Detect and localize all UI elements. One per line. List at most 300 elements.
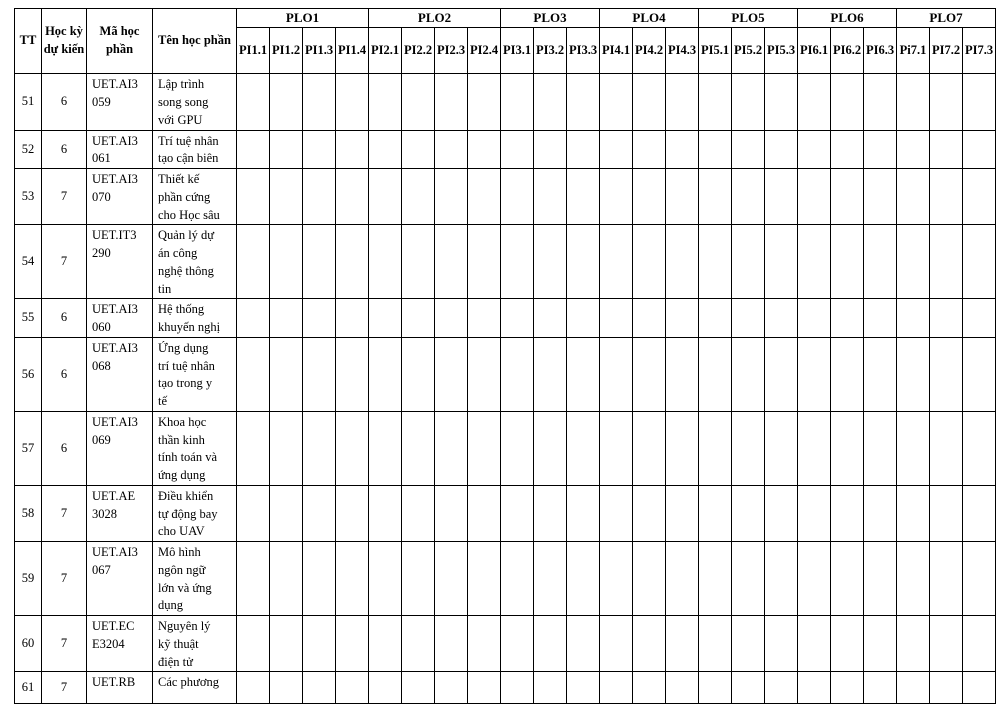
pi-cell xyxy=(600,411,633,485)
pi-cell xyxy=(336,672,369,704)
pi-cell xyxy=(336,169,369,225)
course-code-line: 290 xyxy=(92,246,111,261)
course-code-line: UET.AI3 xyxy=(92,172,138,187)
pi-cell xyxy=(567,299,600,338)
pi-cell xyxy=(765,616,798,672)
pi-cell xyxy=(963,411,996,485)
pi-cell xyxy=(600,485,633,541)
pi-cell xyxy=(270,411,303,485)
row-number: 55 xyxy=(15,299,42,338)
pi-cell xyxy=(501,337,534,411)
pi-cell xyxy=(699,616,732,672)
row-number: 56 xyxy=(15,337,42,411)
plo-group-header: PLO4 xyxy=(600,9,699,28)
pi-header xyxy=(270,28,303,74)
pi-cell xyxy=(732,169,765,225)
course-code-line: UET.AI3 xyxy=(92,133,138,148)
pi-cell xyxy=(633,74,666,130)
pi-cell xyxy=(336,299,369,338)
pi-cell xyxy=(369,411,402,485)
pi-cell xyxy=(798,74,831,130)
pi-cell xyxy=(237,616,270,672)
header-course-name: Tên học phần xyxy=(153,9,237,74)
pi-cell xyxy=(369,169,402,225)
pi-cell xyxy=(864,74,897,130)
semester-cell: 6 xyxy=(42,337,87,411)
table-row xyxy=(15,542,996,616)
pi-cell xyxy=(732,299,765,338)
pi-cell xyxy=(237,411,270,485)
pi-cell xyxy=(831,74,864,130)
course-name-cell xyxy=(153,169,237,225)
pi-header xyxy=(369,28,402,74)
pi-cell xyxy=(369,616,402,672)
pi-cell xyxy=(435,672,468,704)
pi-cell xyxy=(270,672,303,704)
course-name-line: với GPU xyxy=(158,112,203,127)
course-code-line: 068 xyxy=(92,358,111,373)
pi-cell xyxy=(435,299,468,338)
pi-cell xyxy=(699,542,732,616)
course-name-cell xyxy=(153,542,237,616)
semester-cell: 7 xyxy=(42,169,87,225)
pi-cell xyxy=(501,672,534,704)
pi-cell xyxy=(435,616,468,672)
semester-cell: 6 xyxy=(42,130,87,169)
pi-cell xyxy=(963,74,996,130)
pi-cell xyxy=(270,299,303,338)
course-code-line: 059 xyxy=(92,95,111,110)
pi-cell xyxy=(303,485,336,541)
pi-header-prefix: PI xyxy=(667,43,681,58)
pi-cell xyxy=(369,542,402,616)
pi-cell xyxy=(303,225,336,299)
pi-cell xyxy=(237,672,270,704)
pi-cell xyxy=(732,542,765,616)
pi-cell xyxy=(270,225,303,299)
pi-cell xyxy=(534,411,567,485)
pi-cell xyxy=(732,485,765,541)
pi-cell xyxy=(270,337,303,411)
row-number: 51 xyxy=(15,74,42,130)
pi-cell xyxy=(369,74,402,130)
pi-cell xyxy=(930,130,963,169)
pi-cell xyxy=(666,485,699,541)
pi-cell xyxy=(435,169,468,225)
course-code-cell xyxy=(87,616,153,672)
pi-cell xyxy=(600,299,633,338)
pi-cell xyxy=(666,169,699,225)
pi-header-number: 5.3 xyxy=(779,43,796,58)
course-name-line: cho UAV xyxy=(158,524,205,539)
pi-cell xyxy=(666,411,699,485)
plo-group-header: PLO5 xyxy=(699,9,798,28)
pi-cell xyxy=(633,225,666,299)
pi-header-number: 7.2 xyxy=(944,43,961,58)
pi-cell xyxy=(897,169,930,225)
course-code-line: UET.AI3 xyxy=(92,340,138,355)
course-name-line: tự động bay xyxy=(158,506,218,521)
header-semester: Học kỳ dự kiến xyxy=(42,9,87,74)
course-name-line: thần kinh xyxy=(158,432,205,447)
pi-cell xyxy=(732,411,765,485)
pi-cell xyxy=(930,411,963,485)
pi-cell xyxy=(270,542,303,616)
pi-cell xyxy=(666,299,699,338)
pi-cell xyxy=(303,74,336,130)
pi-header-prefix: PI xyxy=(337,43,351,58)
pi-header-prefix: PI xyxy=(304,43,318,58)
pi-cell xyxy=(567,74,600,130)
pi-cell xyxy=(765,130,798,169)
pi-cell xyxy=(600,74,633,130)
pi-cell xyxy=(765,542,798,616)
pi-cell xyxy=(369,485,402,541)
pi-cell xyxy=(897,225,930,299)
course-code-line: E3204 xyxy=(92,636,125,651)
pi-cell xyxy=(237,169,270,225)
row-number: 53 xyxy=(15,169,42,225)
pi-header-number: 2.4 xyxy=(482,43,499,58)
course-name-line: tính toán và xyxy=(158,450,218,465)
course-name-line: tin xyxy=(158,281,172,296)
plo-group-header: PLO1 xyxy=(237,9,369,28)
table-row xyxy=(15,130,996,169)
course-code-cell xyxy=(87,225,153,299)
page xyxy=(14,8,996,704)
pi-cell xyxy=(534,616,567,672)
pi-header-prefix: PI xyxy=(535,43,549,58)
pi-cell xyxy=(468,74,501,130)
pi-cell xyxy=(930,169,963,225)
pi-cell xyxy=(303,169,336,225)
plo-group-header: PLO6 xyxy=(798,9,897,28)
pi-cell xyxy=(699,225,732,299)
pi-header-number: 6.3 xyxy=(878,43,895,58)
pi-cell xyxy=(270,616,303,672)
course-name-line: Mô hình xyxy=(158,545,201,560)
pi-header-number: 6.2 xyxy=(845,43,862,58)
pi-cell xyxy=(468,542,501,616)
pi-cell xyxy=(897,74,930,130)
pi-header-prefix: PI xyxy=(799,43,813,58)
course-name-cell xyxy=(153,616,237,672)
row-number: 58 xyxy=(15,485,42,541)
course-name-line: điện tử xyxy=(158,654,193,669)
row-number: 60 xyxy=(15,616,42,672)
pi-cell xyxy=(897,299,930,338)
pi-cell xyxy=(303,616,336,672)
pi-cell xyxy=(534,337,567,411)
pi-cell xyxy=(897,672,930,704)
pi-cell xyxy=(699,169,732,225)
pi-cell xyxy=(303,411,336,485)
pi-cell xyxy=(237,337,270,411)
pi-cell xyxy=(864,542,897,616)
pi-cell xyxy=(732,616,765,672)
pi-header-prefix: PI xyxy=(502,43,516,58)
semester-cell: 7 xyxy=(42,672,87,704)
pi-cell xyxy=(534,225,567,299)
course-name-line: Hệ thống xyxy=(158,302,205,317)
pi-cell xyxy=(600,616,633,672)
pi-cell xyxy=(732,672,765,704)
pi-cell xyxy=(864,169,897,225)
plo-mapping-table xyxy=(14,8,996,704)
pi-header-number: 4.1 xyxy=(614,43,631,58)
pi-header-prefix: PI xyxy=(469,43,483,58)
pi-cell xyxy=(435,225,468,299)
pi-cell xyxy=(270,485,303,541)
pi-cell xyxy=(699,411,732,485)
pi-cell xyxy=(369,299,402,338)
pi-cell xyxy=(237,299,270,338)
course-code-line: UET.AI3 xyxy=(92,545,138,560)
course-name-line: Khoa học xyxy=(158,414,207,429)
pi-cell xyxy=(402,485,435,541)
pi-header xyxy=(633,28,666,74)
pi-header-number: 1.3 xyxy=(317,43,334,58)
pi-header-number: 2.2 xyxy=(416,43,433,58)
course-name-line: nghệ thông xyxy=(158,263,214,278)
pi-header-number: 5.1 xyxy=(713,43,730,58)
pi-cell xyxy=(732,74,765,130)
pi-header-number: 5.2 xyxy=(746,43,763,58)
pi-cell xyxy=(765,169,798,225)
course-name-line: Nguyên lý xyxy=(158,619,211,634)
pi-cell xyxy=(600,542,633,616)
semester-cell: 7 xyxy=(42,225,87,299)
pi-cell xyxy=(369,337,402,411)
table-row xyxy=(15,411,996,485)
pi-cell xyxy=(831,542,864,616)
pi-header xyxy=(501,28,534,74)
course-code-line: 069 xyxy=(92,432,111,447)
pi-cell xyxy=(897,130,930,169)
pi-cell xyxy=(897,411,930,485)
course-name-cell xyxy=(153,130,237,169)
pi-cell xyxy=(369,225,402,299)
pi-cell xyxy=(765,485,798,541)
pi-cell xyxy=(699,485,732,541)
pi-cell xyxy=(468,299,501,338)
pi-cell xyxy=(633,299,666,338)
pi-cell xyxy=(798,616,831,672)
pi-header-prefix: PI xyxy=(271,43,285,58)
course-code-line: 060 xyxy=(92,320,111,335)
course-name-line: kỹ thuật xyxy=(158,636,199,651)
pi-cell xyxy=(534,672,567,704)
plo-group-header: PLO2 xyxy=(369,9,501,28)
pi-cell xyxy=(336,485,369,541)
pi-cell xyxy=(402,542,435,616)
pi-cell xyxy=(930,542,963,616)
course-name-line: khuyến nghị xyxy=(158,320,221,335)
pi-cell xyxy=(435,74,468,130)
course-name-line: tế xyxy=(158,394,168,409)
pi-header xyxy=(534,28,567,74)
pi-cell xyxy=(798,337,831,411)
pi-cell xyxy=(798,130,831,169)
pi-cell xyxy=(402,672,435,704)
pi-cell xyxy=(765,74,798,130)
pi-cell xyxy=(864,616,897,672)
pi-cell xyxy=(831,337,864,411)
pi-cell xyxy=(336,616,369,672)
pi-cell xyxy=(732,225,765,299)
pi-cell xyxy=(567,616,600,672)
pi-cell xyxy=(930,485,963,541)
pi-cell xyxy=(303,337,336,411)
pi-cell xyxy=(633,672,666,704)
pi-cell xyxy=(501,616,534,672)
pi-cell xyxy=(303,542,336,616)
pi-cell xyxy=(600,337,633,411)
pi-header xyxy=(567,28,600,74)
course-name-cell xyxy=(153,411,237,485)
pi-cell xyxy=(930,74,963,130)
pi-cell xyxy=(963,130,996,169)
pi-cell xyxy=(633,130,666,169)
pi-cell xyxy=(567,225,600,299)
pi-cell xyxy=(402,337,435,411)
pi-header-number: 2.3 xyxy=(449,43,466,58)
pi-header-number: 3.1 xyxy=(515,43,532,58)
pi-header-number: 7.3 xyxy=(977,43,994,58)
pi-header xyxy=(435,28,468,74)
pi-cell xyxy=(501,485,534,541)
pi-header-number: 4.3 xyxy=(680,43,697,58)
pi-cell xyxy=(369,130,402,169)
pi-cell xyxy=(534,299,567,338)
pi-cell xyxy=(798,225,831,299)
table-row xyxy=(15,169,996,225)
pi-cell xyxy=(501,169,534,225)
course-code-line: 070 xyxy=(92,189,111,204)
pi-cell xyxy=(930,225,963,299)
pi-cell xyxy=(567,411,600,485)
pi-cell xyxy=(765,299,798,338)
pi-header-number: 3.2 xyxy=(548,43,565,58)
pi-cell xyxy=(468,130,501,169)
pi-cell xyxy=(402,299,435,338)
course-name-cell xyxy=(153,74,237,130)
pi-cell xyxy=(831,485,864,541)
pi-header-number: 1.1 xyxy=(251,43,268,58)
pi-cell xyxy=(699,337,732,411)
course-code-cell xyxy=(87,74,153,130)
pi-cell xyxy=(501,74,534,130)
pi-cell xyxy=(402,616,435,672)
pi-cell xyxy=(501,542,534,616)
course-code-cell xyxy=(87,485,153,541)
pi-cell xyxy=(798,411,831,485)
pi-header-prefix: PI xyxy=(436,43,450,58)
pi-cell xyxy=(567,337,600,411)
pi-cell xyxy=(732,337,765,411)
pi-cell xyxy=(567,542,600,616)
pi-header xyxy=(402,28,435,74)
pi-header-prefix: PI xyxy=(766,43,780,58)
course-code-line: UET.AE xyxy=(92,488,136,503)
course-name-line: Trí tuệ nhân xyxy=(158,133,219,148)
pi-cell xyxy=(435,337,468,411)
pi-cell xyxy=(666,130,699,169)
row-number: 61 xyxy=(15,672,42,704)
pi-header xyxy=(831,28,864,74)
pi-cell xyxy=(897,485,930,541)
pi-cell xyxy=(963,299,996,338)
pi-cell xyxy=(336,225,369,299)
pi-cell xyxy=(336,130,369,169)
course-code-cell xyxy=(87,299,153,338)
course-name-line: ứng dụng xyxy=(158,468,206,483)
pi-cell xyxy=(666,74,699,130)
plo-group-header: PLO3 xyxy=(501,9,600,28)
table-row xyxy=(15,616,996,672)
pi-cell xyxy=(864,411,897,485)
pi-cell xyxy=(468,616,501,672)
course-code-line: 067 xyxy=(92,562,111,577)
pi-cell xyxy=(831,169,864,225)
pi-cell xyxy=(402,130,435,169)
course-name-line: Ứng dụng xyxy=(158,340,209,355)
table-row xyxy=(15,485,996,541)
course-code-cell xyxy=(87,130,153,169)
pi-cell xyxy=(864,299,897,338)
semester-cell: 6 xyxy=(42,411,87,485)
pi-cell xyxy=(765,337,798,411)
pi-cell xyxy=(897,542,930,616)
header-tt: TT xyxy=(15,9,42,74)
pi-cell xyxy=(732,130,765,169)
course-name-cell xyxy=(153,337,237,411)
pi-cell xyxy=(468,225,501,299)
pi-cell xyxy=(765,672,798,704)
pi-header-number: 1.2 xyxy=(284,43,301,58)
course-code-cell xyxy=(87,672,153,704)
pi-cell xyxy=(963,542,996,616)
pi-cell xyxy=(501,411,534,485)
pi-cell xyxy=(765,411,798,485)
pi-header xyxy=(666,28,699,74)
course-code-cell xyxy=(87,542,153,616)
pi-cell xyxy=(963,337,996,411)
pi-cell xyxy=(864,130,897,169)
pi-cell xyxy=(765,225,798,299)
table-row xyxy=(15,672,996,704)
course-name-line: song song xyxy=(158,95,209,110)
course-code-line: UET.AI3 xyxy=(92,77,138,92)
pi-cell xyxy=(336,411,369,485)
pi-cell xyxy=(930,672,963,704)
pi-cell xyxy=(600,225,633,299)
pi-header xyxy=(765,28,798,74)
pi-cell xyxy=(237,74,270,130)
pi-cell xyxy=(468,337,501,411)
pi-cell xyxy=(336,74,369,130)
pi-cell xyxy=(237,130,270,169)
pi-header-prefix: PI xyxy=(634,43,648,58)
pi-cell xyxy=(501,299,534,338)
pi-cell xyxy=(402,74,435,130)
pi-cell xyxy=(699,299,732,338)
row-number: 54 xyxy=(15,225,42,299)
course-name-line: Các phương xyxy=(158,675,219,690)
course-name-cell xyxy=(153,225,237,299)
course-name-line: tạo cận biên xyxy=(158,151,219,166)
pi-header xyxy=(864,28,897,74)
